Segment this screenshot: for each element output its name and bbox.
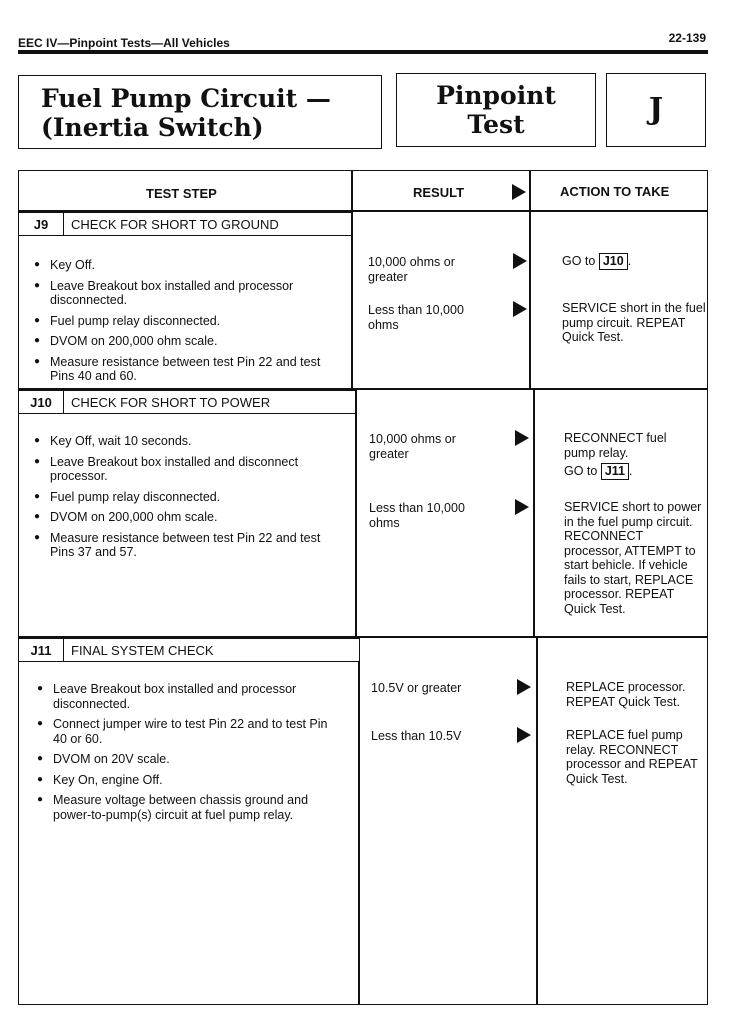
- column-divider-2b: [533, 388, 535, 638]
- col-head-test-step: TEST STEP: [146, 186, 217, 201]
- test-letter-box: [606, 73, 706, 147]
- instruction-item: ● DVOM on 200,000 ohm scale.: [34, 334, 334, 349]
- action-line: RECONNECT fuel pump relay.: [564, 431, 667, 460]
- step-title: CHECK FOR SHORT TO POWER: [71, 394, 271, 410]
- action-text: [564, 431, 694, 480]
- step-j9-instructions: [34, 258, 334, 390]
- instruction-item: ● Fuel pump relay disconnected.: [34, 314, 334, 329]
- arrow-icon: [517, 679, 531, 695]
- column-divider-2a: [529, 170, 531, 390]
- instruction-item: ● Fuel pump relay disconnected.: [34, 490, 334, 505]
- header-rule: [18, 50, 708, 54]
- arrow-icon: [513, 301, 527, 317]
- goto-step-link[interactable]: J11: [601, 463, 629, 480]
- arrow-icon: [512, 184, 526, 200]
- action-prefix: GO to: [564, 464, 598, 478]
- action-text: SERVICE short to power in the fuel pump circuit. RECONNECT processor, ATTEMPT to start behicle. If vehicle fails to start, REPLACE processor. REPEAT Quick Test.: [564, 500, 702, 616]
- result-text: 10.5V or greater: [371, 681, 462, 695]
- step-j11-instructions: [37, 682, 342, 828]
- step-title: FINAL SYSTEM CHECK: [71, 642, 214, 658]
- arrow-icon: [513, 253, 527, 269]
- instruction-item: ● Key On, engine Off.: [37, 773, 342, 788]
- arrow-icon: [515, 430, 529, 446]
- step-header-j9: [18, 212, 352, 236]
- arrow-icon: [517, 727, 531, 743]
- instruction-item: ● DVOM on 20V scale.: [37, 752, 342, 767]
- action-text: SERVICE short in the fuel pump circuit. REPEAT Quick Test.: [562, 301, 706, 344]
- instruction-item: ● Measure resistance between test Pin 22 and test Pins 40 and 60.: [34, 355, 334, 384]
- instruction-item: ● Measure resistance between test Pin 22 and test Pins 37 and 57.: [34, 531, 334, 560]
- instruction-item: ● Leave Breakout box installed and processor disconnected.: [34, 279, 334, 308]
- title-line-1: Fuel Pump Circuit —: [41, 84, 331, 113]
- column-divider-1c: [358, 636, 360, 1005]
- column-divider-2c: [536, 636, 538, 1005]
- instruction-item: ● Leave Breakout box installed and disconnect processor.: [34, 455, 334, 484]
- col-head-result: RESULT: [413, 185, 465, 200]
- step-title: CHECK FOR SHORT TO GROUND: [71, 216, 279, 232]
- step-id: J9: [19, 213, 64, 235]
- goto-step-link[interactable]: J10: [599, 253, 628, 270]
- title-box: [18, 75, 382, 149]
- result-text: 10,000 ohms or greater: [369, 432, 456, 461]
- instruction-item: ● Key Off, wait 10 seconds.: [34, 434, 334, 449]
- instruction-item: ● Connect jumper wire to test Pin 22 and to test Pin 40 or 60.: [37, 717, 342, 746]
- result-text: 10,000 ohms or greater: [368, 255, 455, 284]
- action-text: REPLACE fuel pump relay. RECONNECT processor and REPEAT Quick Test.: [566, 728, 698, 786]
- action-goto-line: [564, 463, 694, 480]
- instruction-item: ● Key Off.: [34, 258, 334, 273]
- title-line-2: (Inertia Switch): [41, 113, 264, 142]
- action-suffix: .: [629, 464, 633, 478]
- instruction-item: ● DVOM on 200,000 ohm scale.: [34, 510, 334, 525]
- pinpoint-line-1: Pinpoint: [436, 81, 556, 110]
- instruction-item: ● Leave Breakout box installed and processor disconnected.: [37, 682, 342, 711]
- action-text: [562, 253, 712, 270]
- arrow-icon: [515, 499, 529, 515]
- step-j10-instructions: [34, 434, 334, 566]
- column-divider-1b: [355, 388, 357, 638]
- step-id: J10: [19, 391, 64, 413]
- page-number: 22-139: [668, 31, 706, 45]
- pinpoint-test-box: [396, 73, 596, 147]
- result-text: Less than 10,000 ohms: [369, 501, 465, 530]
- step-header-j10: [18, 390, 356, 414]
- action-text: REPLACE processor. REPEAT Quick Test.: [566, 680, 686, 709]
- action-suffix: .: [627, 254, 632, 268]
- step-header-j11: [18, 638, 360, 662]
- result-text: Less than 10.5V: [371, 729, 462, 743]
- test-letter: J: [648, 92, 664, 127]
- result-text: Less than 10,000 ohms: [368, 303, 464, 332]
- pinpoint-line-2: Test: [467, 110, 525, 139]
- column-divider-1a: [351, 170, 353, 390]
- instruction-item: ● Measure voltage between chassis ground and power-to-pump(s) circuit at fuel pump relay.: [37, 793, 342, 822]
- action-prefix: GO to: [562, 254, 596, 268]
- running-header: EEC IV—Pinpoint Tests—All Vehicles: [18, 36, 230, 50]
- col-head-action: ACTION TO TAKE: [560, 184, 670, 199]
- step-id: J11: [19, 639, 64, 661]
